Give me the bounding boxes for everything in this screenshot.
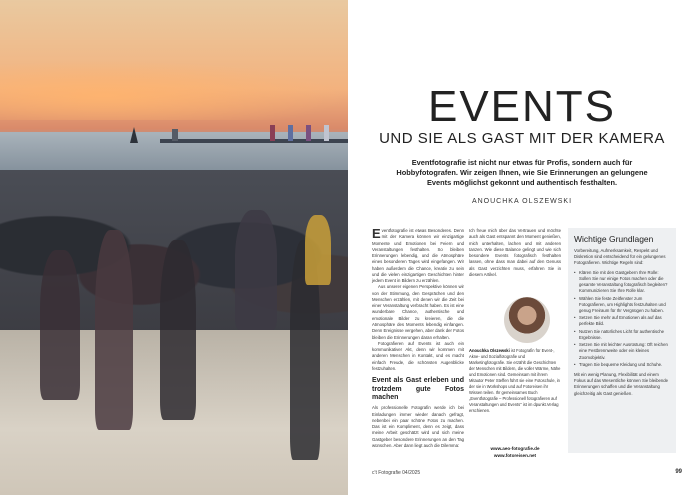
drop-cap: E — [372, 226, 381, 241]
pier-illustration — [120, 125, 348, 153]
page-number: 99 — [675, 469, 682, 475]
author-portrait — [504, 297, 550, 343]
person-silhouette — [95, 230, 133, 430]
article-page — [348, 0, 696, 495]
article-author: ANOUCHKA OLSZEWSKI — [471, 198, 573, 205]
list-item: • Klären Sie mit den Gastgebern Ihre Rolle: Sollen Sie nur einige Fotos machen oder die gesamte Veranstaltung fotografisch begleiten? Kommunizieren Sie Ihre Rolle klar. — [574, 270, 670, 295]
person-silhouette — [235, 210, 277, 330]
paragraph: Aus unserer eigenen Perspektive können wir von der Stimmung, den Gesprächen und den Menschen erzählen, mit denen wir die Zeit bei einer Veranstaltung verbracht haben. Es ist eine wunderbare Chance, authentische und emotionale Bilder zu kreieren, die die Atmosphäre des Moments lebendig einfangen. Denn Ereignisse vergehen, aber dank der Fotos bleiben die Erinnerungen daran erhalten. — [372, 284, 464, 340]
info-box-title: Wichtige Grundlagen — [574, 234, 654, 244]
person-silhouette — [160, 240, 196, 420]
section-heading: Event als Gast erleben und trotzdem gute Fotos machen — [372, 377, 464, 401]
magazine-issue: c't Fotografie 04/2025 — [372, 470, 421, 476]
paragraph: Fotografieren auf Events ist auch ein kommunikativer Akt, denn wir kommen mit anderen Menschen in Kontakt, und es macht einfach Freude, die schönsten Augenblicke festzuhalten. — [372, 340, 464, 371]
person-silhouette — [305, 215, 331, 285]
list-item: • Setzen Sie mehr auf Emotionen als auf das perfekte Bild. — [574, 315, 670, 327]
article-subtitle: UND SIE ALS GAST MIT DER KAMERA — [379, 130, 665, 147]
intro-paragraph: Eventfotografie ist etwas Besonderes. Denn mit der Kamera können wir einzigartige Momente und Emotionen bei Feiern und Veranstaltungen festhalten. So bleiben Erinnerungen lebendig, und die Atmosphäre eines besonderen Tages wird eingefangen. Wir haben außerdem die Chance, kreativ zu sein und die vielen einzigartigen Geschichten hinter jedem Event in Bildern zu erzählen. — [372, 226, 464, 284]
rules-list — [574, 270, 670, 368]
info-box — [568, 228, 676, 453]
list-item: • Wählen Sie feste Zeitfenster zum Fotografieren, um Highlights festzuhalten und genug Freiraum für Ihr Vergnügen zu haben. — [574, 296, 670, 315]
paragraph: Ich freue mich über das Vertrauen und möchte auch als Gast entspannt den Moment genießen, mich unterhalten, lachen und mit anderen tanzen. Wie diese Balance gelingt und wie sich besondere Events fotografisch festhalten lassen, ohne dass man dabei auf den Genuss als Gast verzichten muss, erfahren Sie in diesem Artikel. — [469, 228, 561, 277]
author-bio — [469, 348, 561, 414]
article-title: EVENTS — [427, 82, 617, 131]
website-link[interactable]: www.fotoreisen.net — [493, 452, 537, 458]
text-column-1 — [372, 228, 464, 449]
author-bio-text: ist Fotografin für Event-, Akne- und Sozialfotografie und Marketingfotografie. Sie erzählt die Geschichten der Menschen mit Bildern, die voller Wärme, Nähe und Emotionen sind. Gemeinsam mit ihrem Mitautor Peter Steffen führt sie eine Fotoschule, in der sie in Workshops und auf Fotoreisen ihr Wissen teilen. Ihr gemeinsames Buch „Eventfotografie – Professionell fotografieren auf Veranstaltungen und Events" ist im dpunkt.Verlag erschienen. — [469, 348, 561, 413]
list-item: • Setzen Sie mit leichter Ausrüstung: Oft reichen eine Festbrennweite oder ein kleines Zoomobjektiv. — [574, 342, 670, 361]
article-lead: Eventfotografie ist nicht nur etwas für Profis, sondern auch für Hobbyfotografen. Wir zeigen Ihnen, wie Sie Erinnerungen an gelungene Events möglichst gekonnt und authentisch festhalten. — [396, 158, 648, 187]
paragraph: Als professionelle Fotografin werde ich bei Einladungen immer wieder danach gefragt, nebenbei ein paar schöne Fotos zu machen. Das ist ein Kompliment, denn es zeigt, dass meine Arbeit geschätzt wird und sich meine Gastgeber besondere Erinnerungen an den Tag wünschen. Aber dann liegt auch die Dilemma: — [372, 405, 464, 448]
info-box-outro: Mit ein wenig Planung, Flexibilität und einem Fokus auf das Wesentliche können Sie bleibende Erinnerungen schaffen und die Veranstaltung gleichzeitig als Gast genießen. — [574, 371, 669, 396]
sunset-glow — [0, 60, 348, 120]
person-silhouette — [40, 250, 80, 400]
list-item: • Nutzen Sie natürliches Licht für authentische Ergebnisse. — [574, 329, 670, 341]
text-column-2 — [469, 228, 561, 278]
list-item: • Tragen Sie bequeme Kleidung und Schuhe. — [574, 362, 670, 368]
author-bio-name: Anouchka Olszewski — [469, 348, 510, 353]
info-box-intro: Vorbereitung, Aufmerksamkeit, Respekt und Diskretion sind entscheidend für ein gelungenes Fotografieren. Wichtige Regeln sind: — [574, 248, 666, 266]
website-link[interactable]: www.aeo-fotografie.de — [490, 446, 540, 451]
author-links — [469, 446, 561, 460]
